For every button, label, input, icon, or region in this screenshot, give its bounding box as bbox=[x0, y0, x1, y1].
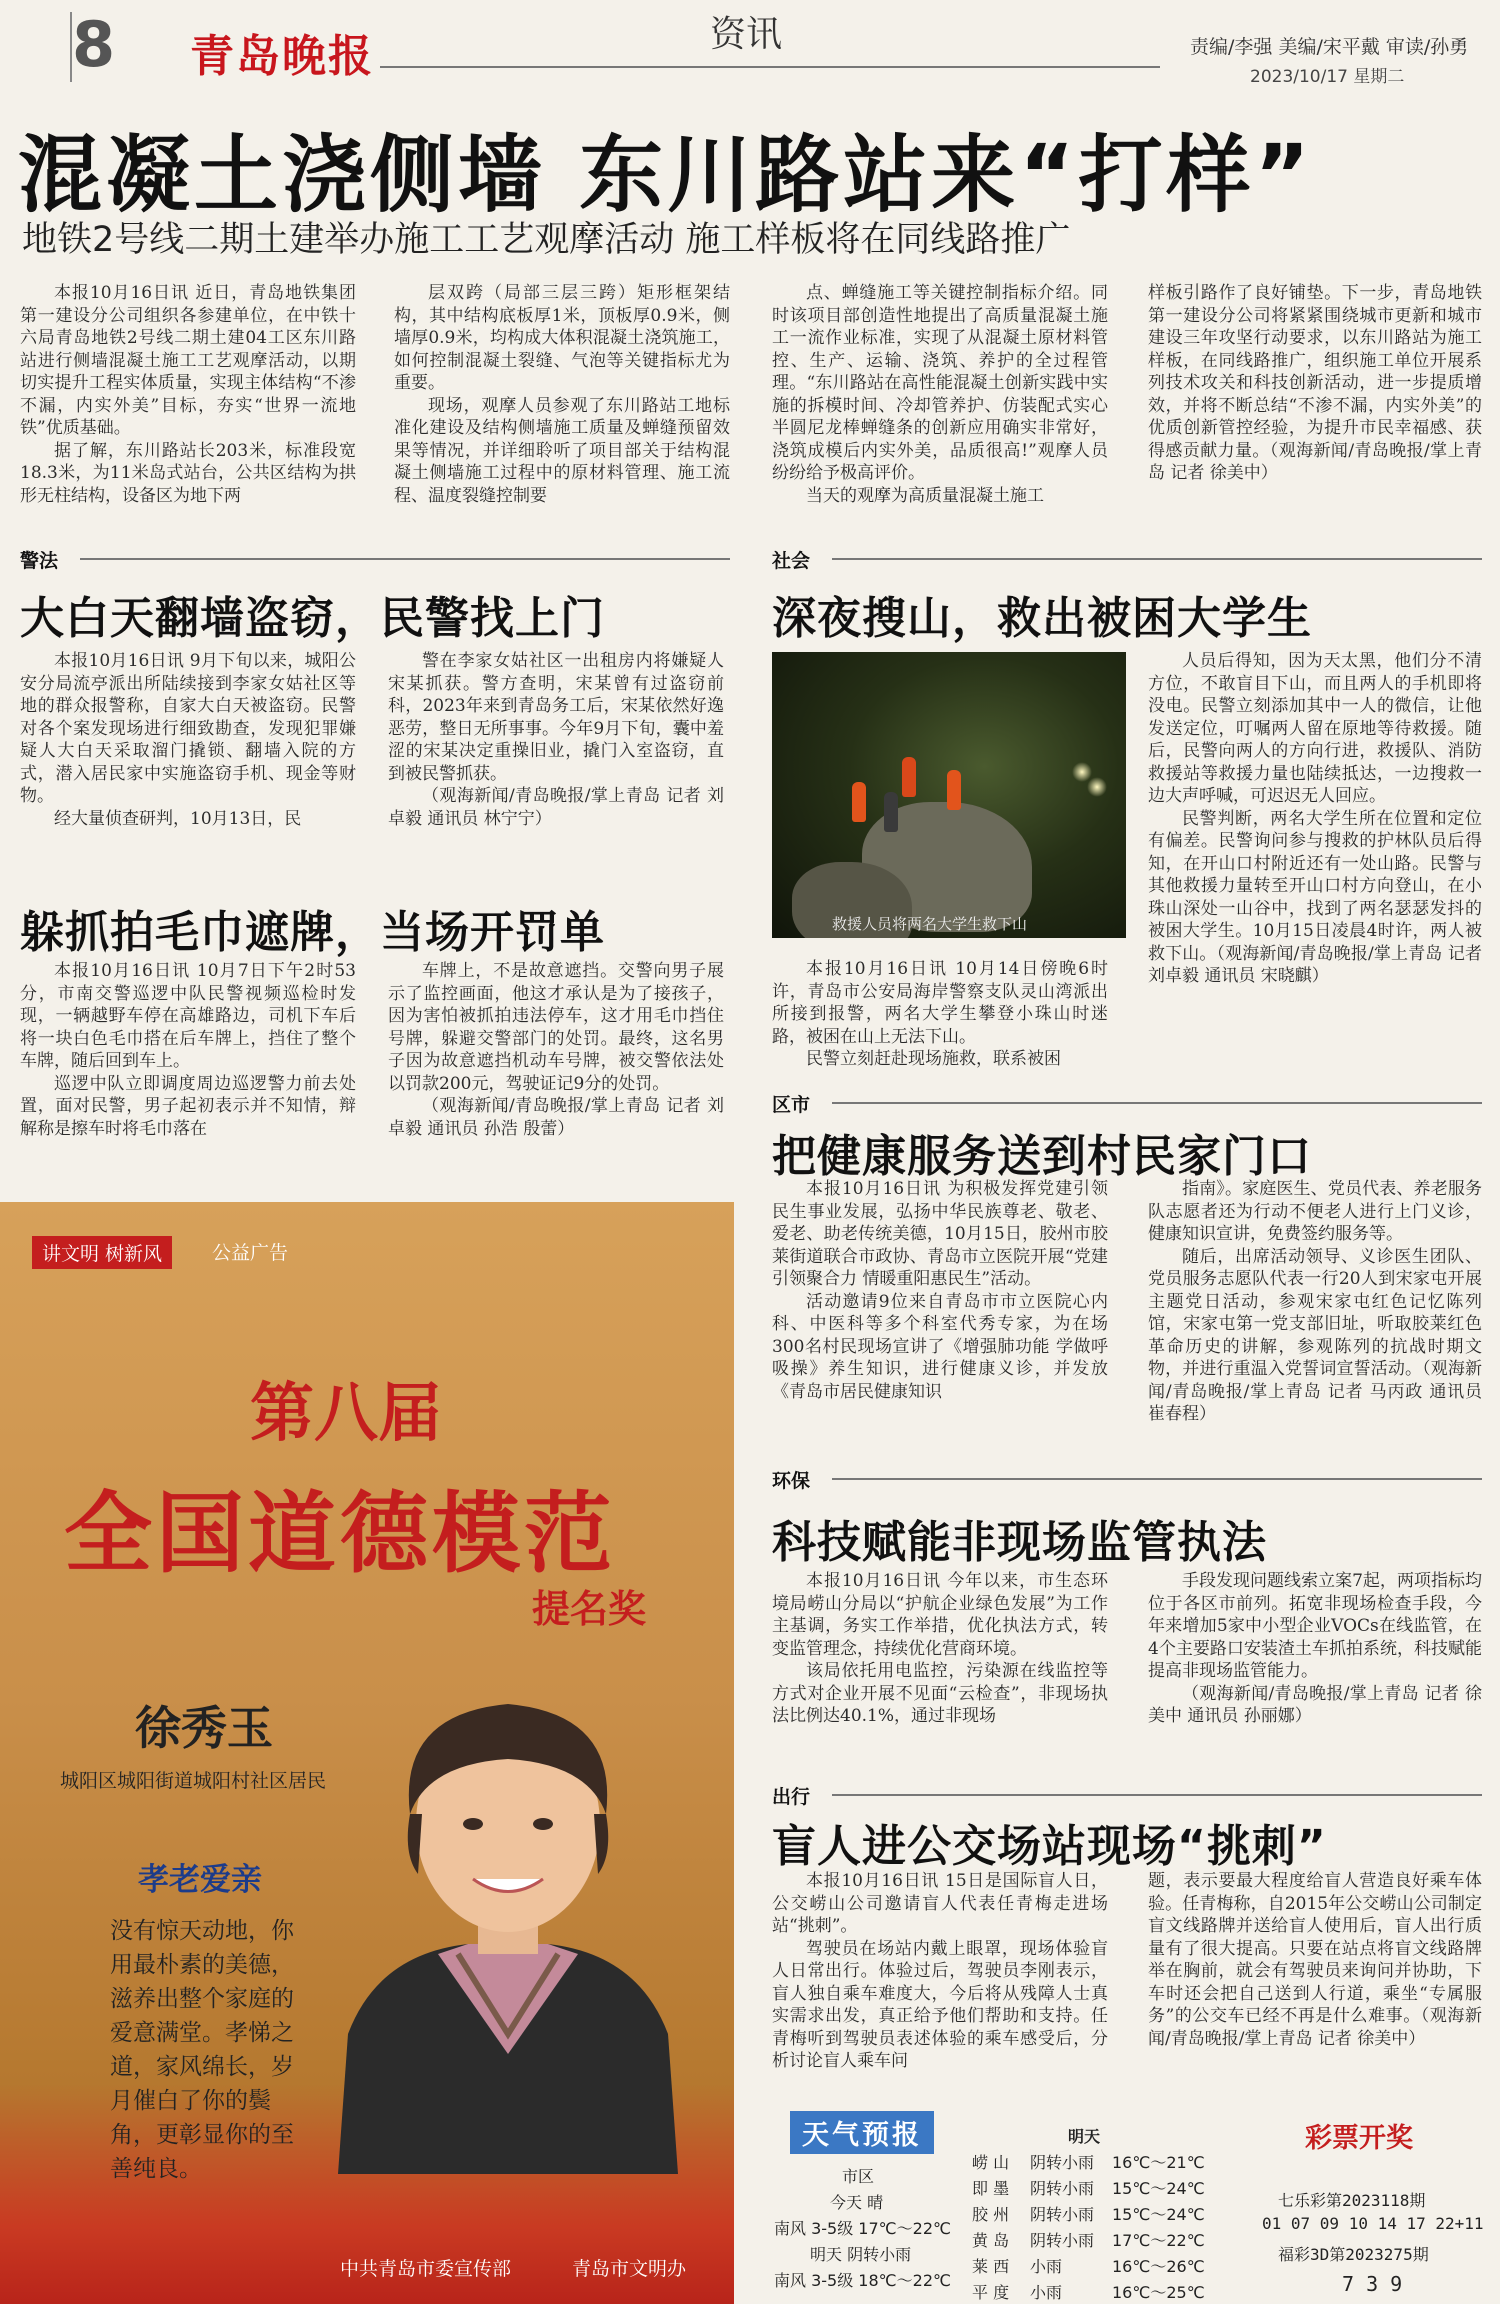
photo-caption: 救援人员将两名大学生救下山 bbox=[832, 915, 1028, 933]
honoree-virtue: 孝老爱亲 bbox=[138, 1862, 262, 1898]
weather-row-temp: 15℃～24℃ bbox=[1112, 2179, 1205, 2198]
weather-row-temp: 16℃～25℃ bbox=[1112, 2283, 1205, 2302]
student-figure bbox=[884, 792, 898, 832]
ad-title-line-1: 第八届 bbox=[250, 1377, 442, 1451]
honoree-portrait bbox=[318, 1654, 698, 2174]
env-rule bbox=[832, 1478, 1482, 1480]
rescuer-figure bbox=[852, 782, 866, 822]
fc3d-numbers: 7 3 9 bbox=[1342, 2272, 1403, 2296]
police-a1-col-1: 本报10月16日讯 9月下旬以来，城阳公安分局流亭派出所陆续接到李家女姑社区等地的群众报警称，自家大白天被盗窃。民警对各个案发现场进行细致勘查，发现犯罪嫌疑人大白天采取溜门撬锁、翻墙入院的方式，潜入居民家中实施盗窃手机、现金等财物。 经大量侦查研判，10月13日，民 bbox=[20, 651, 356, 829]
rescuer-figure bbox=[902, 757, 916, 797]
district-rule bbox=[832, 1102, 1482, 1104]
travel-rule bbox=[832, 1794, 1482, 1796]
weather-row-temp: 16℃～21℃ bbox=[1112, 2153, 1205, 2172]
social-rule bbox=[832, 558, 1482, 560]
issue-date: 2023/10/17 星期二 bbox=[1250, 67, 1405, 87]
honoree-address: 城阳区城阳街道城阳村社区居民 bbox=[60, 1770, 327, 1792]
travel-col-1: 本报10月16日讯 15日是国际盲人日，公交崂山公司邀请盲人代表任青梅走进场站“挑刺”。 驾驶员在场站内戴上眼罩，现场体验盲人日常出行。体验过后，驾驶员李刚表示，盲人独自乘车难度大，今后将从残障人士真实需求出发，真正给予他们帮助和支持。任青梅听到驾驶员表述体验的乘车感受后，分析讨论盲人乘车问 bbox=[772, 1871, 1108, 2071]
ad-title-line-3: 提名奖 bbox=[532, 1587, 647, 1631]
ad-type: 公益广告 bbox=[212, 1242, 289, 1264]
weather-logo: 天气预报 bbox=[790, 2111, 934, 2154]
social-bottom-col: 本报10月16日讯 10月14日傍晚6时许，青岛市公安局海岸警察支队灵山湾派出所接到报警，两名大学生攀登小珠山时迷路，被困在山上无法下山。 民警立刻赶赴现场施救，联系被困 bbox=[772, 959, 1108, 1069]
env-col-2: 手段发现问题线索立案7起，两项指标均位于各区市前列。拓宽非现场检查手段，今年来增加5家中小型企业VOCs在线监管，在4个主要路口安装渣土车抓拍系统，科技赋能提高非现场监管能力。 （观海新闻/青岛晚报/掌上青岛 记者 徐美中 通讯员 孙丽娜） bbox=[1148, 1571, 1482, 1726]
ad-sponsor-1: 中共青岛市委宣传部 bbox=[340, 2258, 512, 2280]
weather-row-cond: 小雨 bbox=[1030, 2283, 1063, 2302]
police-a2-col-1: 本报10月16日讯 10月7日下午2时53分，市南交警巡逻中队民警视频巡检时发现，一辆越野车停在高雄路边，司机下车后将一块白色毛巾搭在后车牌上，挡住了整个车牌，随后回到车上。 巡逻中队立即调度周边巡逻警力前去处置，面对民警，男子起初表示并不知情，辩解称是擦车时将毛巾落在 bbox=[20, 961, 356, 1139]
public-service-ad bbox=[0, 1202, 734, 2304]
police-tag: 警法 bbox=[20, 550, 59, 572]
district-title: 把健康服务送到村民家门口 bbox=[772, 1131, 1312, 1182]
weather-today: 今天 晴 bbox=[830, 2193, 884, 2212]
header-rule bbox=[380, 66, 1160, 68]
social-title: 深夜搜山，救出被困大学生 bbox=[772, 593, 1312, 644]
qlc-numbers: 01 07 09 10 14 17 22+11 bbox=[1262, 2214, 1484, 2233]
lead-headline: 混凝土浇侧墙 东川路站来“打样” bbox=[18, 126, 1314, 224]
travel-col-2: 题，表示要最大程度给盲人营造良好乘车体验。任青梅称，自2015年公交崂山公司制定盲文线路牌并送给盲人使用后，盲人出行质量有了很大提高。只要在站点将盲文线路牌举在胸前，就会有驾驶员来询问并协助，下车时还会把自己送到人行道，乘坐“专属服务”的公交车已经不再是什么难事。（观海新闻/青岛晚报/掌上青岛 记者 徐美中） bbox=[1148, 1871, 1482, 2049]
weather-row-cond: 阴转小雨 bbox=[1030, 2179, 1095, 2198]
police-a1-col-2: 警在李家女姑社区一出租房内将嫌疑人宋某抓获。警方查明，宋某曾有过盗窃前科，2023年来到青岛务工后，宋某依然好逸恶劳，整日无所事事。今年9月下旬，囊中羞涩的宋某决定重操旧业，撬门入室盗窃，直到被民警抓获。 （观海新闻/青岛晚报/掌上青岛 记者 刘卓毅 通讯员 林宁宁） bbox=[388, 651, 724, 829]
weather-row-temp: 16℃～26℃ bbox=[1112, 2257, 1205, 2276]
travel-tag: 出行 bbox=[772, 1786, 811, 1808]
section-name: 资讯 bbox=[710, 14, 783, 55]
police-rule bbox=[80, 558, 730, 560]
district-col-2: 指南》。家庭医生、党员代表、养老服务队志愿者还为行动不便老人进行上门义诊，健康知识宣讲，免费签约服务等。 随后，出席活动领导、义诊医生团队、党员服务志愿队代表一行20人到宋家屯开展主题党日活动，参观宋家屯红色记忆陈列馆，宋家屯第一党支部旧址，听取胶莱红色革命历史的讲解，参观陈列的抗战时期文物，并进行重温入党誓词宣誓活动。（观海新闻/青岛晚报/掌上青岛 记者 马丙政 通讯员 崔春程） bbox=[1148, 1179, 1482, 1424]
weather-row-place: 崂 山 bbox=[972, 2153, 1010, 2172]
rescuer-figure bbox=[947, 770, 961, 810]
honoree-name: 徐秀玉 bbox=[135, 1701, 273, 1755]
weather-header: 明天 bbox=[1068, 2127, 1101, 2146]
police-title-1: 大白天翻墙盗窃，民警找上门 bbox=[20, 593, 605, 644]
lead-col-1: 本报10月16日讯 近日，青岛地铁集团第一建设分公司组织各参建单位，在中铁十六局青岛地铁2号线二期土建04工区东川路站进行侧墙混凝土施工工艺观摩活动，以期切实提升工程实体质量，实现主体结构“不渗不漏，内实外美”目标，夯实“世界一流地铁”优质基础。 据了解，东川路站长203米，标准段宽18.3米，为11米岛式站台，公共区结构为拱形无柱结构，设备区为地下两 bbox=[20, 283, 356, 506]
police-a2-col-2: 车牌上，不是故意遮挡。交警向男子展示了监控画面，他这才承认是为了接孩子，因为害怕被抓拍违法停车，这才用毛巾挡住号牌，躲避交警部门的处罚。最终，这名男子因为故意遮挡机动车号牌，被交警依法处以罚款200元，驾驶证记9分的处罚。 （观海新闻/青岛晚报/掌上青岛 记者 刘卓毅 通讯员 孙浩 殷蕾） bbox=[388, 961, 724, 1139]
lottery-logo: 彩票开奖 bbox=[1305, 2123, 1413, 2154]
weather-tomorrow-wind: 南风 3-5级 18℃～22℃ bbox=[774, 2271, 951, 2290]
qlc-title: 七乐彩第2023118期 bbox=[1278, 2191, 1426, 2210]
weather-row-cond: 阴转小雨 bbox=[1030, 2205, 1095, 2224]
flashlight-glow bbox=[1087, 777, 1107, 797]
weather-row-cond: 阴转小雨 bbox=[1030, 2231, 1095, 2250]
weather-row-cond: 阴转小雨 bbox=[1030, 2153, 1095, 2172]
ad-body-text: 没有惊天动地，你用最朴素的美德，滋养出整个家庭的爱意满堂。孝悌之道，家风绵长，岁月催白了你的鬓角，更彰显你的至善纯良。 bbox=[110, 1918, 294, 2182]
social-tag: 社会 bbox=[772, 550, 811, 572]
weather-row-place: 胶 州 bbox=[972, 2205, 1010, 2224]
rescue-photo bbox=[772, 652, 1126, 938]
weather-row-place: 黄 岛 bbox=[972, 2231, 1010, 2250]
weather-row-place: 即 墨 bbox=[972, 2179, 1010, 2198]
ad-sponsor-2: 青岛市文明办 bbox=[572, 2258, 687, 2280]
editors: 责编/李强 美编/宋平戴 审读/孙勇 bbox=[1190, 36, 1469, 58]
env-col-1: 本报10月16日讯 今年以来，市生态环境局崂山分局以“护航企业绿色发展”为工作主基调，务实工作举措，优化执法方式，转变监管理念，持续优化营商环境。 该局依托用电监控，污染源在线监控等方式对企业开展不见面“云检查”，非现场执法比例达40.1%，通过非现场 bbox=[772, 1571, 1108, 1726]
page-number: 8 bbox=[72, 8, 116, 81]
weather-row-temp: 15℃～24℃ bbox=[1112, 2205, 1205, 2224]
district-tag: 区市 bbox=[772, 1094, 811, 1116]
social-right-col: 人员后得知，因为天太黑，他们分不清方位，不敢盲目下山，而且两人的手机即将没电。民警立刻添加其中一人的微信，让他发送定位，叮嘱两人留在原地等待救援。随后，民警向两人的方向行进，救援队、消防救援站等救援力量也陆续抵达，一边搜救一边大声呼喊，可迟迟无人回应。 民警判断，两名大学生所在位置和定位有偏差。民警询问参与搜救的护林队员后得知，在开山口村附近还有一处山路。民警与其他救援力量转至开山口村方向登山，在小珠山深处一山谷中，找到了两名瑟瑟发抖的被困大学生。10月15日凌晨4时许，两人被救下山。（观海新闻/青岛晚报/掌上青岛 记者 刘卓毅 通讯员 宋晓麒） bbox=[1148, 651, 1482, 986]
ad-title-line-2: 全国道德模范 bbox=[64, 1482, 617, 1585]
lead-col-2: 层双跨（局部三层三跨）矩形框架结构，其中结构底板厚1米，顶板厚0.9米，侧墙厚0.9米，均构成大体积混凝土浇筑施工，如何控制混凝土裂缝、气泡等关键指标尤为重要。 现场，观摩人员参观了东川路站工地标准化建设及结构侧墙施工质量及蝉缝预留效果等情况，并详细聆听了项目部关于结构混凝土侧墙施工过程中的原材料管理、施工流程、温度裂缝控制要 bbox=[394, 283, 730, 506]
weather-today-wind: 南风 3-5级 17℃～22℃ bbox=[774, 2219, 951, 2238]
lead-col-4: 样板引路作了良好铺垫。下一步，青岛地铁第一建设分公司将紧紧围绕城市更新和城市建设三年攻坚行动要求，以东川路站为施工样板，在同线路推广，组织施工单位开展系列技术攻关和科技创新活动，进一步提质增效，并将不断总结“不渗不漏，内实外美”的优质创新管控经验，为提升市民幸福感、获得感贡献力量。（观海新闻/青岛晚报/掌上青岛 记者 徐美中） bbox=[1148, 283, 1482, 483]
weather-row-temp: 17℃～22℃ bbox=[1112, 2231, 1205, 2250]
env-tag: 环保 bbox=[772, 1470, 811, 1492]
weather-city: 市区 bbox=[842, 2167, 875, 2186]
fc3d-title: 福彩3D第2023275期 bbox=[1278, 2245, 1429, 2264]
travel-title: 盲人进公交场站现场“挑刺” bbox=[772, 1821, 1327, 1872]
env-title: 科技赋能非现场监管执法 bbox=[772, 1517, 1267, 1568]
weather-row-cond: 小雨 bbox=[1030, 2257, 1063, 2276]
police-title-2: 躲抓拍毛巾遮牌，当场开罚单 bbox=[20, 907, 605, 958]
district-col-1: 本报10月16日讯 为积极发挥党建引领民生事业发展，弘扬中华民族尊老、敬老、爱老、助老传统美德，10月15日，胶州市胶莱街道联合市政协、青岛市立医院开展“党建引领聚合力 情暖重阳惠民生”活动。 活动邀请9位来自青岛市市立医院心内科、中医科等多个科室代秀专家，为在场300名村民现场宣讲了《增强肺功能 学做呼吸操》养生知识，进行健康义诊，并发放《青岛市居民健康知识 bbox=[772, 1179, 1108, 1402]
weather-row-place: 莱 西 bbox=[972, 2257, 1010, 2276]
paper-logo: 青岛晚报 bbox=[190, 31, 374, 82]
lead-subhead: 地铁2号线二期土建举办施工工艺观摩活动 施工样板将在同线路推广 bbox=[22, 220, 1071, 260]
lead-col-3: 点、蝉缝施工等关键控制指标介绍。同时该项目部创造性地提出了高质量混凝土施工一流作业标准，实现了从混凝土原材料管控、生产、运输、浇筑、养护的全过程管理。“东川路站在高性能混凝土创新实践中实施的拆模时间、冷却管养护、仿装配式实心半圆尼龙棒蝉缝条的创新应用确实非常好，浇筑成模后内实外美，品质很高!”观摩人员纷纷给予极高评价。 当天的观摩为高质量混凝土施工 bbox=[772, 283, 1108, 506]
ad-tag: 讲文明 树新风 bbox=[32, 1236, 172, 1269]
weather-row-place: 平 度 bbox=[972, 2283, 1010, 2302]
weather-tomorrow: 明天 阴转小雨 bbox=[810, 2245, 912, 2264]
